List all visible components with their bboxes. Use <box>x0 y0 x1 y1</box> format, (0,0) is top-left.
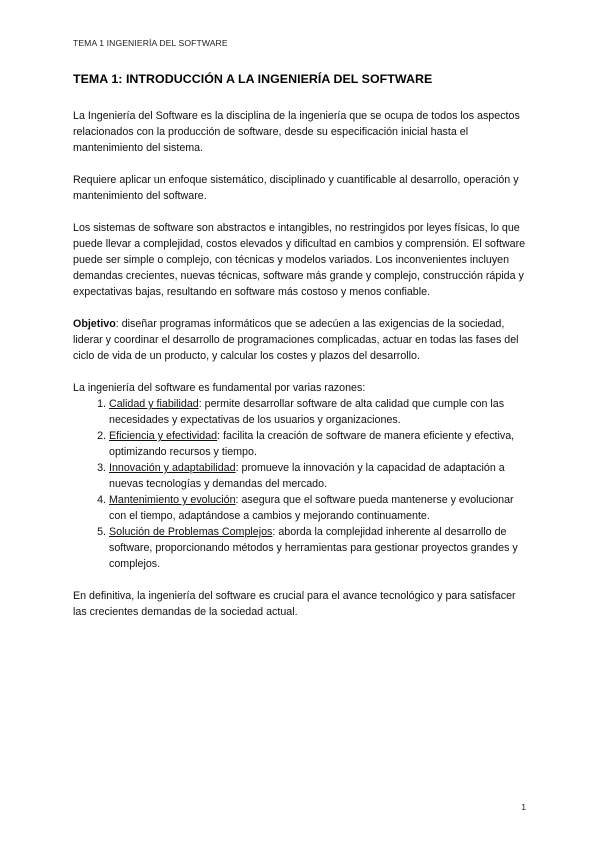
document-title: TEMA 1: INTRODUCCIÓN A LA INGENIERÍA DEL SOFTWARE <box>73 72 433 86</box>
page-number: 1 <box>521 802 526 812</box>
reason-text: : promueve la innovación y la capacidad de adaptación a nuevas tecnologías y demandas del mercado. <box>109 462 505 490</box>
reason-term: Innovación y adaptabilidad <box>109 462 236 474</box>
reason-text: : aborda la complejidad inherente al desarrollo de software, proporcionando métodos y herramientas para gestionar proyectos grandes y complejos. <box>109 526 518 570</box>
list-item <box>109 396 528 428</box>
reason-text: : facilita la creación de software de manera eficiente y efectiva, optimizando recursos y tiempo. <box>109 430 515 458</box>
list-item <box>109 492 528 524</box>
reason-text: : permite desarrollar software de alta calidad que cumple con las necesidades y expectativas de los usuarios y organizaciones. <box>109 398 505 426</box>
list-item <box>109 460 528 492</box>
reasons-intro: La ingeniería del software es fundamental por varias razones: <box>73 382 366 394</box>
paragraph-approach: Requiere aplicar un enfoque sistemático, disciplinado y cuantificable al desarrollo, operación y mantenimiento del software. <box>73 174 519 202</box>
paragraph-definition: La Ingeniería del Software es la disciplina de la ingeniería que se ocupa de todos los aspectos relacionados con la producción de software, desde su especificación inicial hasta el mantenimiento del sistema. <box>73 110 520 154</box>
reason-term: Calidad y fiabilidad <box>109 398 199 410</box>
reason-term: Eficiencia y efectividad <box>109 430 218 442</box>
objective-text: : diseñar programas informáticos que se adecúen a las exigencias de la sociedad, liderar y coordinar el desarrollo de programaciones complicadas, actuar en todas las fases del ciclo de vida de un producto, y calcular los costes y plazos del desarrollo. <box>73 318 519 362</box>
running-header: TEMA 1 INGENIERÍA DEL SOFTWARE <box>73 38 228 48</box>
list-item <box>109 428 528 460</box>
list-item <box>109 524 528 572</box>
paragraph-characteristics: Los sistemas de software son abstractos e intangibles, no restringidos por leyes físicas, lo que puede llevar a complejidad, costos elevados y dificultad en cambios y comprensión. El software puede ser simple o complejo, con técnicas y modelos variados. Los inconvenientes incluyen demandas crecientes, nuevas técnicas, software más grande y complejo, construcción rápida y expectativas bajas, resultando en software más costoso y menos confiable. <box>73 222 526 298</box>
reason-text: : asegura que el software pueda mantenerse y evolucionar con el tiempo, adaptándose a cambios y mejorando continuamente. <box>109 494 514 522</box>
reason-term: Solución de Problemas Complejos <box>109 526 273 538</box>
document-body <box>73 72 528 636</box>
reasons-list <box>73 396 528 572</box>
objective-label: Objetivo <box>73 318 116 330</box>
paragraph-objective <box>73 316 528 364</box>
paragraph-conclusion: En definitiva, la ingeniería del software es crucial para el avance tecnológico y para satisfacer las crecientes demandas de la sociedad actual. <box>73 590 516 618</box>
reason-term: Mantenimiento y evolución <box>109 494 236 506</box>
